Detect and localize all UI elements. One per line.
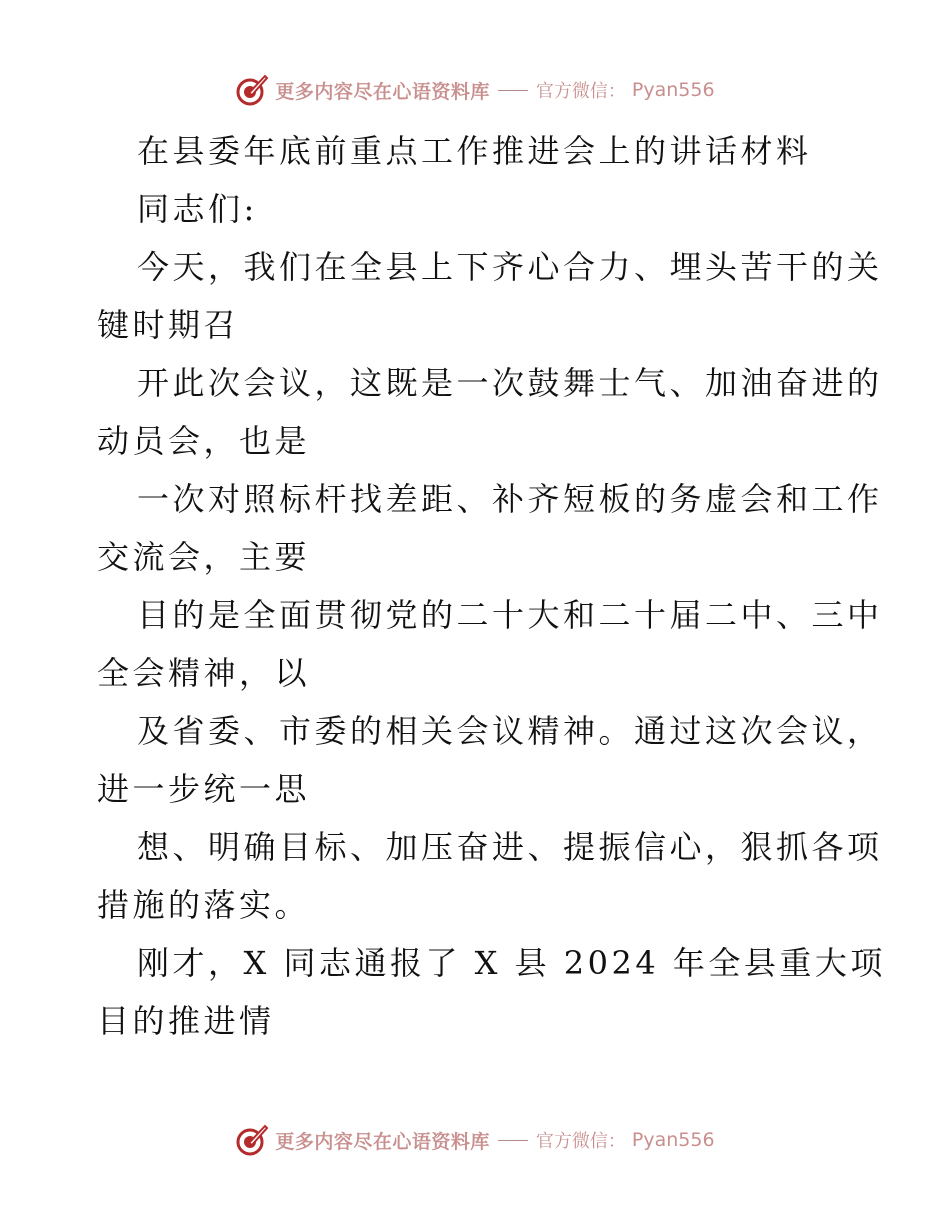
- paragraph-line: 刚才，X 同志通报了 X 县 2024 年全县重大项: [137, 944, 886, 982]
- paragraph-line: 交流会，主要: [97, 538, 311, 576]
- banner-wechat-label: 官方微信：: [535, 81, 626, 102]
- paragraph-line: 一次对照标杆找差距、补齐短板的务虚会和工作: [137, 480, 883, 518]
- banner-wechat-account: Pyan556: [631, 1129, 715, 1151]
- quill-pen-logo-icon: [235, 1123, 269, 1157]
- paragraph-line: 今天，我们在全县上下齐心合力、埋头苦干的关: [137, 248, 883, 286]
- paragraph-line: 进一步统一思: [97, 770, 311, 808]
- footer-banner: [0, 1120, 950, 1160]
- salutation: 同志们:: [137, 190, 258, 228]
- quill-pen-logo-icon: [235, 73, 269, 107]
- banner-dash: [498, 90, 528, 91]
- paragraph-line: 想、明确目标、加压奋进、提振信心，狠抓各项: [137, 828, 883, 866]
- paragraph-line: 全会精神，以: [97, 654, 311, 692]
- document-title: 在县委年底前重点工作推进会上的讲话材料: [137, 132, 812, 170]
- banner-site-text: 更多内容尽在心语资料库: [275, 1130, 490, 1153]
- paragraph-line: 键时期召: [97, 306, 240, 344]
- paragraph-line: 目的推进情: [97, 1002, 275, 1040]
- paragraph-line: 及省委、市委的相关会议精神。通过这次会议，: [137, 712, 883, 750]
- banner-site-text: 更多内容尽在心语资料库: [275, 80, 490, 103]
- banner-dash: [498, 1140, 528, 1141]
- paragraph-line: 开此次会议，这既是一次鼓舞士气、加油奋进的: [137, 364, 883, 402]
- banner-wechat-label: 官方微信：: [535, 1131, 626, 1152]
- banner-wechat-account: Pyan556: [631, 79, 715, 101]
- paragraph-line: 措施的落实。: [97, 886, 311, 924]
- paragraph-line: 目的是全面贯彻党的二十大和二十届二中、三中: [137, 596, 883, 634]
- paragraph-line: 动员会，也是: [97, 422, 311, 460]
- document-body: [97, 122, 886, 1050]
- header-banner: [0, 70, 950, 110]
